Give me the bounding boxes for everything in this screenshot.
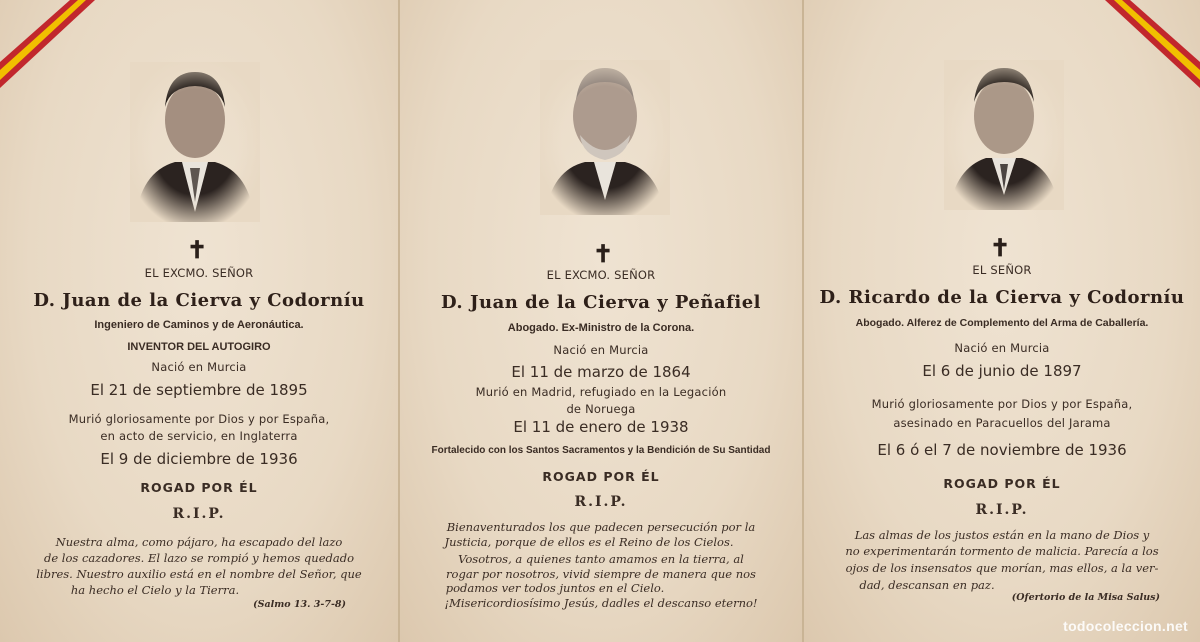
verse-line: ha hecho el Cielo y la Tierra.	[70, 583, 240, 597]
watermark: todocoleccion.net	[1063, 618, 1188, 634]
portrait-photo	[944, 60, 1064, 210]
death-line: en acto de servicio, en Inglaterra	[100, 429, 298, 443]
verse-line: ojos de los insensatos que morían, mas ellos, a la ver-	[845, 561, 1159, 575]
portrait-photo	[130, 62, 260, 222]
cross-icon: ✝	[593, 239, 614, 268]
profession: Abogado. Ex-Ministro de la Corona.	[507, 322, 695, 334]
verse-line: Las almas de los justos están en la mano de Dios y	[854, 528, 1150, 542]
death-line: asesinado en Paracuellos del Jarama	[893, 416, 1111, 430]
death-date: El 9 de diciembre de 1936	[100, 450, 298, 468]
rogad-por-el: ROGAD POR ÉL	[542, 469, 660, 484]
memorial-panel-juan-penafiel	[398, 0, 804, 642]
deceased-name: D. Ricardo de la Cierva y Codorníu	[819, 287, 1185, 308]
death-date: El 6 ó el 7 de noviembre de 1936	[877, 441, 1127, 459]
verse-line: rogar por nosotros, vivid siempre de manera que nos	[446, 567, 756, 581]
cross-icon: ✝	[187, 235, 208, 264]
birth-place: Nació en Murcia	[151, 360, 247, 374]
death-line: Murió en Madrid, refugiado en la Legación	[475, 385, 727, 399]
citation: (Ofertorio de la Misa Salus)	[1011, 592, 1160, 603]
profession: Abogado. Alferez de Complemento del Arma de Caballería.	[855, 317, 1149, 329]
citation: (Salmo 13. 3-7-8)	[253, 599, 346, 610]
profession: Ingeniero de Caminos y de Aeronáutica.	[94, 319, 304, 331]
death-line: Murió gloriosamente por Dios y por España,	[871, 397, 1133, 411]
spanish-flag-ribbon-icon	[0, 0, 100, 90]
deceased-name: D. Juan de la Cierva y Codorníu	[33, 290, 365, 311]
verse-line: Nuestra alma, como pájaro, ha escapado del lazo	[55, 535, 343, 549]
honorific-title: EL EXCMO. SEÑOR	[546, 268, 656, 282]
verse-line: Justicia, porque de ellos es el Reino de los Cielos.	[444, 535, 734, 549]
memorial-panel-ricardo-codorniu	[804, 0, 1200, 642]
verse-line: dad, descansan en paz.	[859, 578, 995, 592]
memorial-panel-juan-codorniu	[0, 0, 398, 642]
rogad-por-el: ROGAD POR ÉL	[140, 480, 258, 495]
distinction: INVENTOR DEL AUTOGIRO	[127, 341, 271, 353]
cross-icon: ✝	[990, 233, 1011, 262]
birth-date: El 6 de junio de 1897	[922, 362, 1082, 380]
rogad-por-el: ROGAD POR ÉL	[943, 476, 1061, 491]
verse-line: no experimentarán tormento de malicia. Parecía a los	[845, 544, 1159, 558]
birth-date: El 21 de septiembre de 1895	[90, 381, 308, 399]
verse-line: podamos ver todos juntos en el Cielo.	[445, 581, 665, 595]
rip: R.I.P.	[574, 494, 628, 510]
deceased-name: D. Juan de la Cierva y Peñafiel	[440, 292, 762, 313]
rip: R.I.P.	[975, 502, 1029, 518]
verse-line: Bienaventurados los que padecen persecución por la	[446, 520, 756, 534]
verse-line: libres. Nuestro auxilio está en el nombre del Señor, que	[36, 567, 362, 581]
death-date: El 11 de enero de 1938	[513, 418, 689, 436]
prayer: ¡Misericordiosísimo Jesús, dadles el descanso eterno!	[444, 596, 758, 610]
honorific-title: EL EXCMO. SEÑOR	[144, 266, 254, 280]
birth-place: Nació en Murcia	[954, 341, 1050, 355]
death-line: Murió gloriosamente por Dios y por España,	[68, 412, 330, 426]
spanish-flag-ribbon-icon	[1100, 0, 1200, 90]
verse-line: Vosotros, a quienes tanto amamos en la tierra, al	[458, 552, 744, 566]
verse-line: de los cazadores. El lazo se rompió y hemos quedado	[43, 551, 355, 565]
portrait-photo	[540, 60, 670, 215]
birth-date: El 11 de marzo de 1864	[511, 363, 691, 381]
death-line: de Noruega	[566, 402, 636, 416]
birth-place: Nació en Murcia	[553, 343, 649, 357]
rip: R.I.P.	[172, 506, 226, 522]
sacraments-note: Fortalecido con los Santos Sacramentos y la Bendición de Su Santidad	[431, 445, 771, 456]
honorific-title: EL SEÑOR	[972, 263, 1032, 277]
